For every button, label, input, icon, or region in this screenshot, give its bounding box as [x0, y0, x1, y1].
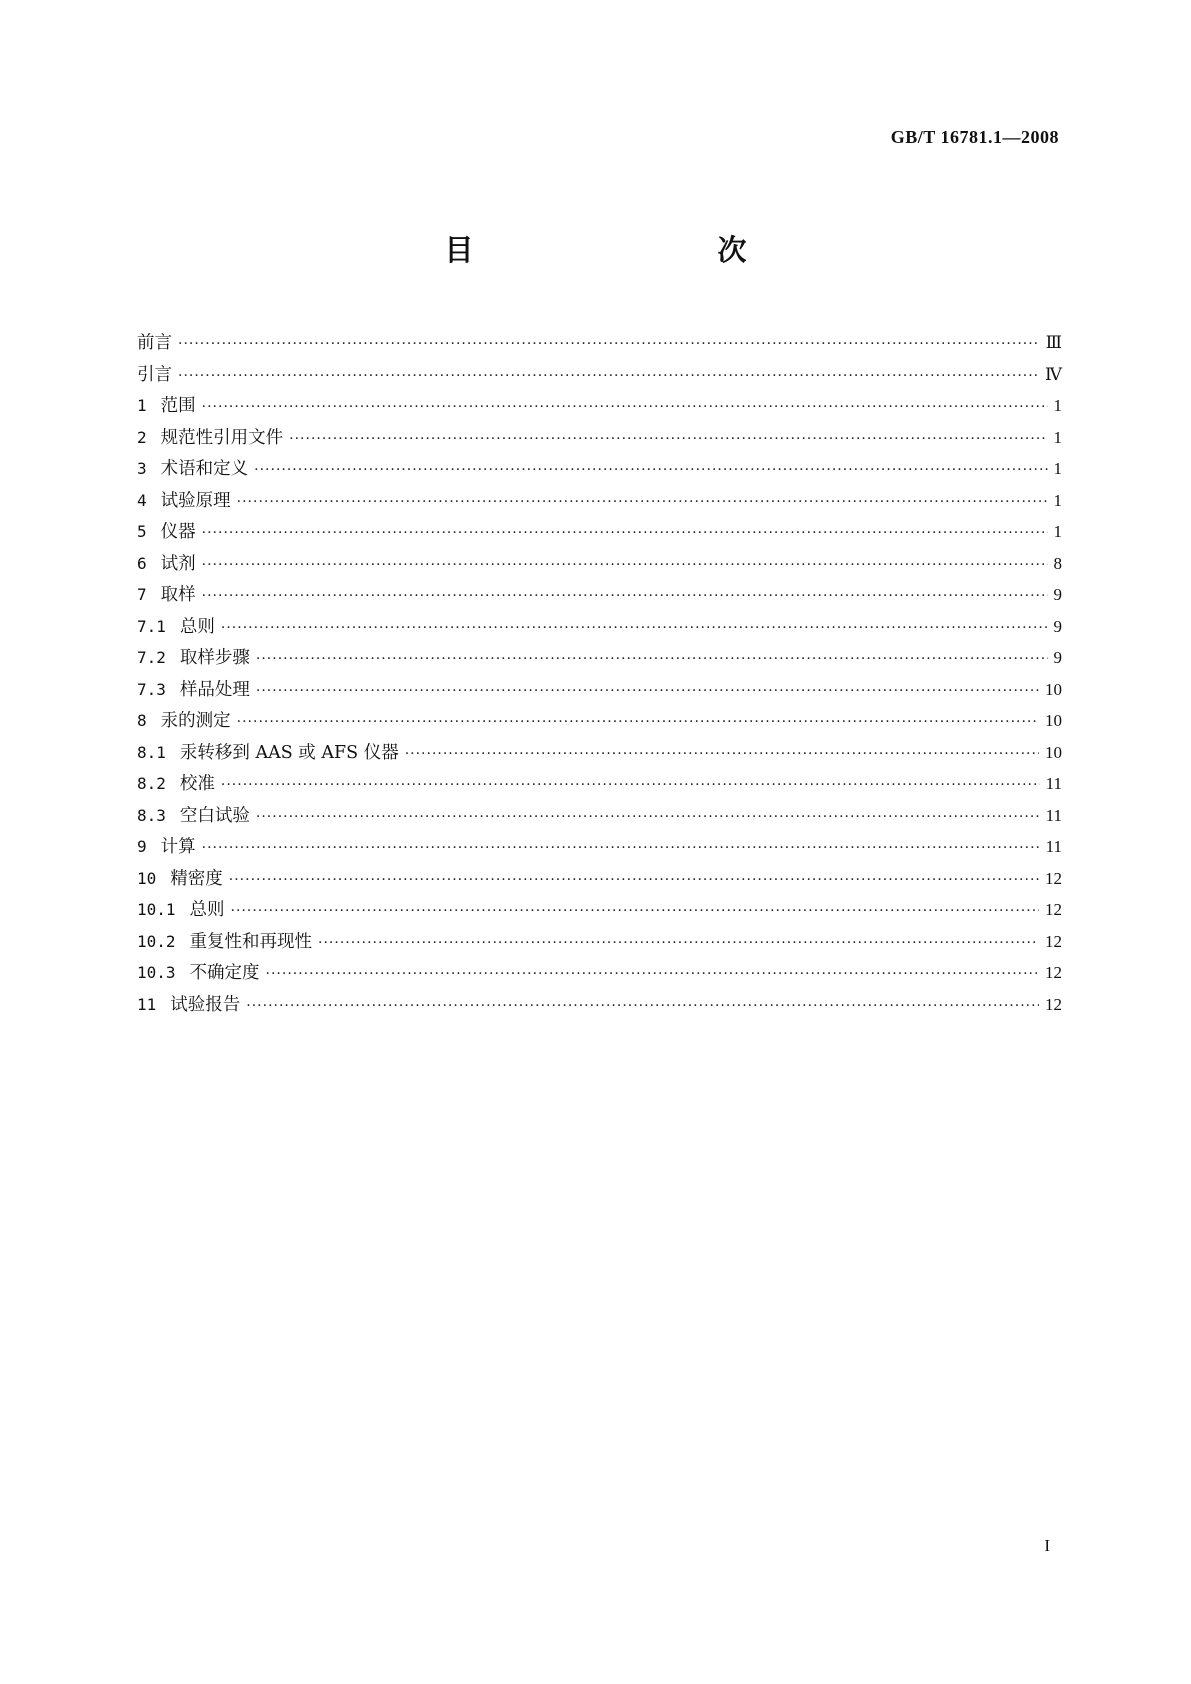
toc-entry-page: 1 [1053, 396, 1062, 415]
toc-entry-title: 校准 [179, 774, 215, 794]
toc-leader-dots [254, 455, 1047, 487]
toc-entry-number: 2 [137, 427, 147, 447]
toc-entry-page: 11 [1045, 837, 1062, 856]
toc-leader-dots [221, 613, 1048, 645]
toc-entry-1[interactable] [137, 390, 1062, 422]
toc-entry-9[interactable] [137, 831, 1062, 863]
toc-entry-page: Ⅳ [1045, 364, 1062, 384]
toc-leader-dots [237, 487, 1048, 519]
toc-entry-label [137, 390, 202, 423]
page-number: I [1044, 1536, 1050, 1555]
toc-entry-3[interactable] [137, 453, 1062, 485]
toc-entry-label [137, 926, 318, 959]
toc-entry-label [137, 453, 254, 486]
toc-entry-page: 1 [1053, 522, 1062, 541]
toc-entry-10-3[interactable] [137, 957, 1062, 989]
toc-entry-preface[interactable] [137, 327, 1062, 359]
toc-entry-title: 术语和定义 [160, 459, 249, 479]
toc-entry-title: 汞的测定 [160, 711, 231, 731]
toc-entry-title: 计算 [160, 837, 196, 857]
toc-entry-number: 10.1 [137, 900, 176, 919]
toc-leader-dots [405, 739, 1039, 771]
toc-entry-7-1[interactable] [137, 611, 1062, 643]
toc-entry-title: 空白试验 [179, 805, 250, 826]
toc-leader-dots [221, 770, 1040, 802]
toc-entry-8[interactable] [137, 705, 1062, 737]
toc-leader-dots [256, 802, 1040, 834]
toc-entry-label [137, 642, 256, 675]
toc-entry-page: 1 [1053, 490, 1062, 510]
toc-entry-number: 10.2 [137, 931, 176, 951]
toc-entry-page: 12 [1045, 931, 1062, 951]
toc-entry-number: 8.1 [137, 742, 166, 762]
toc-entry-page: 1 [1053, 459, 1062, 478]
toc-entry-number: 7 [137, 585, 147, 604]
toc-entry-label [137, 422, 289, 455]
toc-entry-number: 8 [137, 711, 147, 730]
toc-entry-label [137, 360, 178, 392]
toc-entry-2[interactable] [137, 422, 1062, 454]
toc-entry-page: 8 [1053, 553, 1062, 573]
toc-leader-dots [256, 644, 1048, 676]
toc-entry-page: 10 [1045, 711, 1062, 730]
toc-entry-label [137, 674, 256, 707]
toc-entry-page: 9 [1053, 648, 1062, 667]
standard-code: GB/T 16781.1—2008 [890, 127, 1059, 147]
toc-entry-page: 12 [1045, 900, 1062, 919]
toc-entry-label [137, 800, 256, 833]
toc-leader-dots [178, 329, 1040, 361]
page-title: 目 次 [444, 233, 809, 267]
toc-leader-dots [256, 676, 1039, 708]
toc-entry-title: 样品处理 [179, 679, 250, 700]
toc-leader-dots [202, 581, 1048, 613]
toc-entry-title: 取样步骤 [179, 648, 250, 668]
toc-entry-label [137, 768, 221, 801]
toc-entry-title: 不确定度 [189, 963, 260, 983]
toc-entry-page: 10 [1045, 679, 1062, 699]
toc-entry-8-2[interactable] [137, 768, 1062, 800]
toc-entry-6[interactable] [137, 548, 1062, 580]
toc-leader-dots [289, 424, 1047, 456]
toc-leader-dots [229, 865, 1039, 897]
toc-entry-number: 10 [137, 868, 157, 888]
toc-entry-number: 4 [137, 490, 147, 510]
toc-entry-number: 11 [137, 994, 157, 1014]
toc-entry-title: 汞转移到 AAS 或 AFS 仪器 [179, 742, 399, 763]
toc-entry-10-1[interactable] [137, 894, 1062, 926]
toc-entry-title: 试验报告 [170, 994, 241, 1015]
toc-leader-dots [202, 550, 1048, 582]
toc-entry-page: 11 [1045, 774, 1062, 793]
toc-entry-page: 9 [1053, 616, 1062, 636]
toc-entry-7-3[interactable] [137, 674, 1062, 706]
toc-leader-dots [266, 959, 1039, 991]
toc-entry-number: 5 [137, 522, 147, 541]
toc-entry-page: 10 [1045, 742, 1062, 762]
toc-leader-dots [237, 707, 1039, 739]
table-of-contents [137, 327, 1062, 1020]
toc-entry-8-1[interactable] [137, 737, 1062, 769]
toc-leader-dots [202, 518, 1048, 550]
toc-leader-dots [318, 928, 1039, 960]
toc-entry-page: 12 [1045, 868, 1062, 888]
toc-entry-number: 6 [137, 553, 147, 573]
toc-entry-10-2[interactable] [137, 926, 1062, 958]
toc-entry-10[interactable] [137, 863, 1062, 895]
toc-entry-label [137, 737, 405, 770]
toc-entry-label [137, 863, 229, 896]
toc-entry-label [137, 485, 237, 518]
toc-entry-title: 总则 [189, 900, 225, 920]
toc-entry-title: 总则 [179, 616, 215, 637]
toc-entry-title: 前言 [137, 333, 172, 353]
toc-entry-label [137, 705, 237, 738]
toc-entry-label [137, 989, 246, 1022]
toc-entry-number: 10.3 [137, 963, 176, 982]
toc-entry-number: 9 [137, 837, 147, 856]
toc-entry-number: 8.3 [137, 805, 166, 825]
toc-entry-title: 仪器 [160, 522, 196, 542]
toc-entry-11[interactable] [137, 989, 1062, 1021]
toc-entry-label [137, 516, 202, 549]
toc-entry-title: 规范性引用文件 [160, 427, 284, 448]
toc-entry-label [137, 611, 221, 644]
toc-entry-7-2[interactable] [137, 642, 1062, 674]
toc-entry-label [137, 894, 231, 927]
toc-leader-dots [246, 991, 1039, 1023]
toc-entry-label [137, 328, 178, 360]
toc-entry-8-3[interactable] [137, 800, 1062, 832]
toc-leader-dots [202, 833, 1040, 865]
toc-entry-5[interactable] [137, 516, 1062, 548]
toc-entry-title: 试剂 [160, 553, 196, 574]
toc-entry-page: Ⅲ [1045, 333, 1062, 352]
toc-entry-title: 试验原理 [160, 490, 231, 511]
toc-entry-7[interactable] [137, 579, 1062, 611]
toc-entry-label [137, 548, 202, 581]
toc-entry-introduction[interactable] [137, 359, 1062, 391]
toc-leader-dots [178, 361, 1039, 393]
toc-entry-label [137, 579, 202, 612]
toc-leader-dots [202, 392, 1048, 424]
toc-leader-dots [231, 896, 1039, 928]
toc-entry-label [137, 957, 266, 990]
toc-entry-number: 7.1 [137, 616, 166, 636]
toc-entry-page: 1 [1053, 427, 1062, 447]
toc-entry-title: 精密度 [170, 868, 223, 889]
toc-entry-title: 引言 [137, 364, 172, 385]
toc-entry-title: 重复性和再现性 [189, 931, 313, 952]
toc-entry-label [137, 831, 202, 864]
toc-entry-number: 3 [137, 459, 147, 478]
toc-entry-page: 11 [1045, 805, 1062, 825]
toc-entry-number: 7.2 [137, 648, 166, 667]
toc-entry-number: 7.3 [137, 679, 166, 699]
toc-entry-number: 1 [137, 396, 147, 415]
toc-entry-page: 9 [1053, 585, 1062, 604]
toc-entry-number: 8.2 [137, 774, 166, 793]
toc-entry-page: 12 [1045, 963, 1062, 982]
toc-entry-title: 范围 [160, 396, 196, 416]
toc-entry-4[interactable] [137, 485, 1062, 517]
toc-entry-page: 12 [1045, 994, 1062, 1014]
toc-entry-title: 取样 [160, 585, 196, 605]
